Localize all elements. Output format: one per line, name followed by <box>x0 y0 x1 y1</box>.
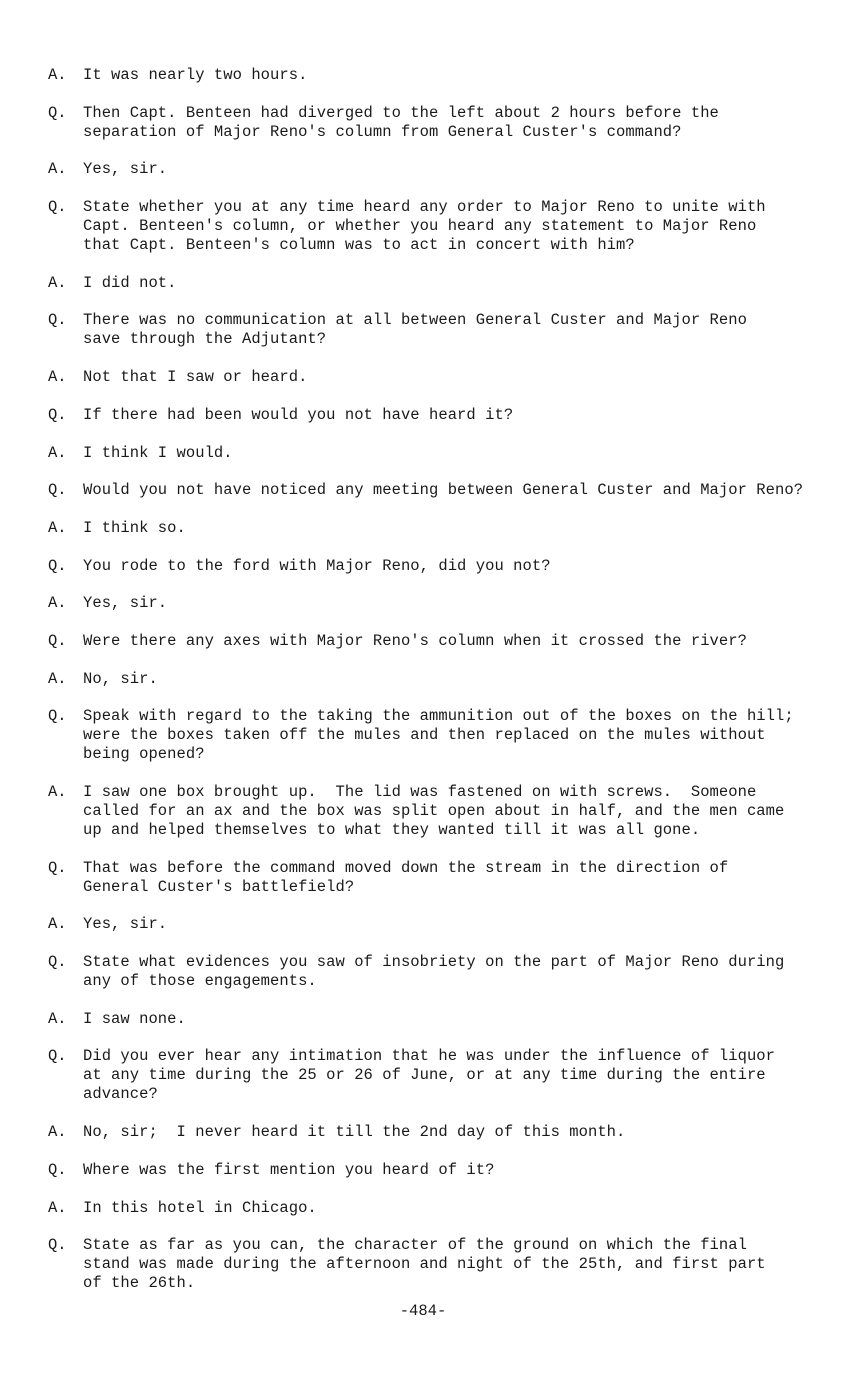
answer-marker: A. <box>48 1123 67 1142</box>
answer-text: I saw none. <box>83 1009 186 1028</box>
answer-marker: A. <box>48 368 67 387</box>
question-entry <box>48 311 808 349</box>
question-text: That was before the command moved down the stream in the direction of General Custer's battlefield? <box>83 858 729 896</box>
answer-text: Yes, sir. <box>83 594 168 613</box>
answer-entry <box>48 1010 808 1029</box>
answer-text: Not that I saw or heard. <box>83 368 308 387</box>
question-entry <box>48 406 808 425</box>
question-marker: Q. <box>48 858 67 877</box>
question-text: State what evidences you saw of insobriety on the part of Major Reno during any of those engagements. <box>83 953 785 991</box>
answer-text: I did not. <box>83 273 177 292</box>
question-marker: Q. <box>48 103 67 122</box>
question-entry <box>48 1161 808 1180</box>
answer-entry <box>48 594 808 613</box>
question-text: Would you not have noticed any meeting between General Custer and Major Reno? <box>83 481 804 500</box>
answer-marker: A. <box>48 915 67 934</box>
question-text: There was no communication at all between General Custer and Major Reno save through the Adjutant? <box>83 311 747 349</box>
answer-entry <box>48 66 808 85</box>
answer-entry <box>48 160 808 179</box>
question-text: State as far as you can, the character of the ground on which the final stand was made during the afternoon and night of the 25th, and first part of the 26th. <box>83 1236 766 1293</box>
question-entry <box>48 557 808 576</box>
answer-marker: A. <box>48 518 67 537</box>
question-entry <box>48 1047 808 1104</box>
page-number: -484- <box>399 1302 447 1320</box>
question-marker: Q. <box>48 1236 67 1255</box>
answer-entry <box>48 274 808 293</box>
question-text: Did you ever hear any intimation that he was under the influence of liquor at any time during the 25 or 26 of June, or at any time during the entire advance? <box>83 1047 776 1104</box>
question-marker: Q. <box>48 707 67 726</box>
answer-marker: A. <box>48 783 67 801</box>
question-entry <box>48 859 808 897</box>
answer-entry <box>48 670 808 689</box>
answer-entry <box>48 915 808 934</box>
answer-entry <box>48 519 808 538</box>
answer-marker: A. <box>48 273 67 292</box>
answer-text: It was nearly two hours. <box>83 66 308 84</box>
answer-marker: A. <box>48 1009 67 1028</box>
answer-text: In this hotel in Chicago. <box>83 1198 317 1217</box>
question-text: You rode to the ford with Major Reno, did you not? <box>83 556 551 575</box>
question-marker: Q. <box>48 1160 67 1179</box>
question-marker: Q. <box>48 481 67 500</box>
question-text: State whether you at any time heard any order to Major Reno to unite with Capt. Benteen's column, or whether you heard any statement to Major Reno that Capt. Benteen's column was to act in concert with him? <box>83 198 766 255</box>
question-entry <box>48 1236 808 1293</box>
answer-text: I saw one box brought up. The lid was fastened on with screws. Someone called for an ax and the box was split open about in half, and the men came up and helped themselves to what they wanted till it was all gone. <box>83 783 785 839</box>
question-marker: Q. <box>48 311 67 330</box>
answer-entry <box>48 1199 808 1218</box>
question-entry <box>48 953 808 991</box>
answer-marker: A. <box>48 669 67 688</box>
answer-text: Yes, sir. <box>83 160 168 179</box>
answer-marker: A. <box>48 594 67 613</box>
answer-entry <box>48 368 808 387</box>
answer-marker: A. <box>48 66 67 84</box>
answer-marker: A. <box>48 443 67 462</box>
question-entry <box>48 481 808 500</box>
testimony-transcript <box>48 66 808 1312</box>
answer-marker: A. <box>48 1198 67 1217</box>
question-text: If there had been would you not have heard it? <box>83 405 514 424</box>
question-marker: Q. <box>48 198 67 217</box>
answer-entry <box>48 1123 808 1142</box>
answer-text: I think I would. <box>83 443 233 462</box>
question-marker: Q. <box>48 953 67 972</box>
answer-marker: A. <box>48 160 67 179</box>
question-marker: Q. <box>48 405 67 424</box>
question-text: Then Capt. Benteen had diverged to the left about 2 hours before the separation of Major Reno's column from General Custer's command? <box>83 103 719 141</box>
answer-text: Yes, sir. <box>83 915 168 934</box>
answer-entry <box>48 444 808 463</box>
question-entry <box>48 198 808 255</box>
answer-entry <box>48 783 808 840</box>
question-entry <box>48 632 808 651</box>
question-marker: Q. <box>48 631 67 650</box>
question-marker: Q. <box>48 1047 67 1066</box>
answer-text: No, sir; I never heard it till the 2nd day of this month. <box>83 1123 626 1142</box>
question-text: Where was the first mention you heard of it? <box>83 1160 495 1179</box>
question-text: Speak with regard to the taking the ammunition out of the boxes on the hill; were the boxes taken off the mules and then replaced on the mules without being opened? <box>83 707 794 764</box>
question-marker: Q. <box>48 556 67 575</box>
answer-text: I think so. <box>83 518 186 537</box>
question-entry <box>48 707 808 764</box>
question-text: Were there any axes with Major Reno's column when it crossed the river? <box>83 631 747 650</box>
answer-text: No, sir. <box>83 669 158 688</box>
question-entry <box>48 104 808 142</box>
